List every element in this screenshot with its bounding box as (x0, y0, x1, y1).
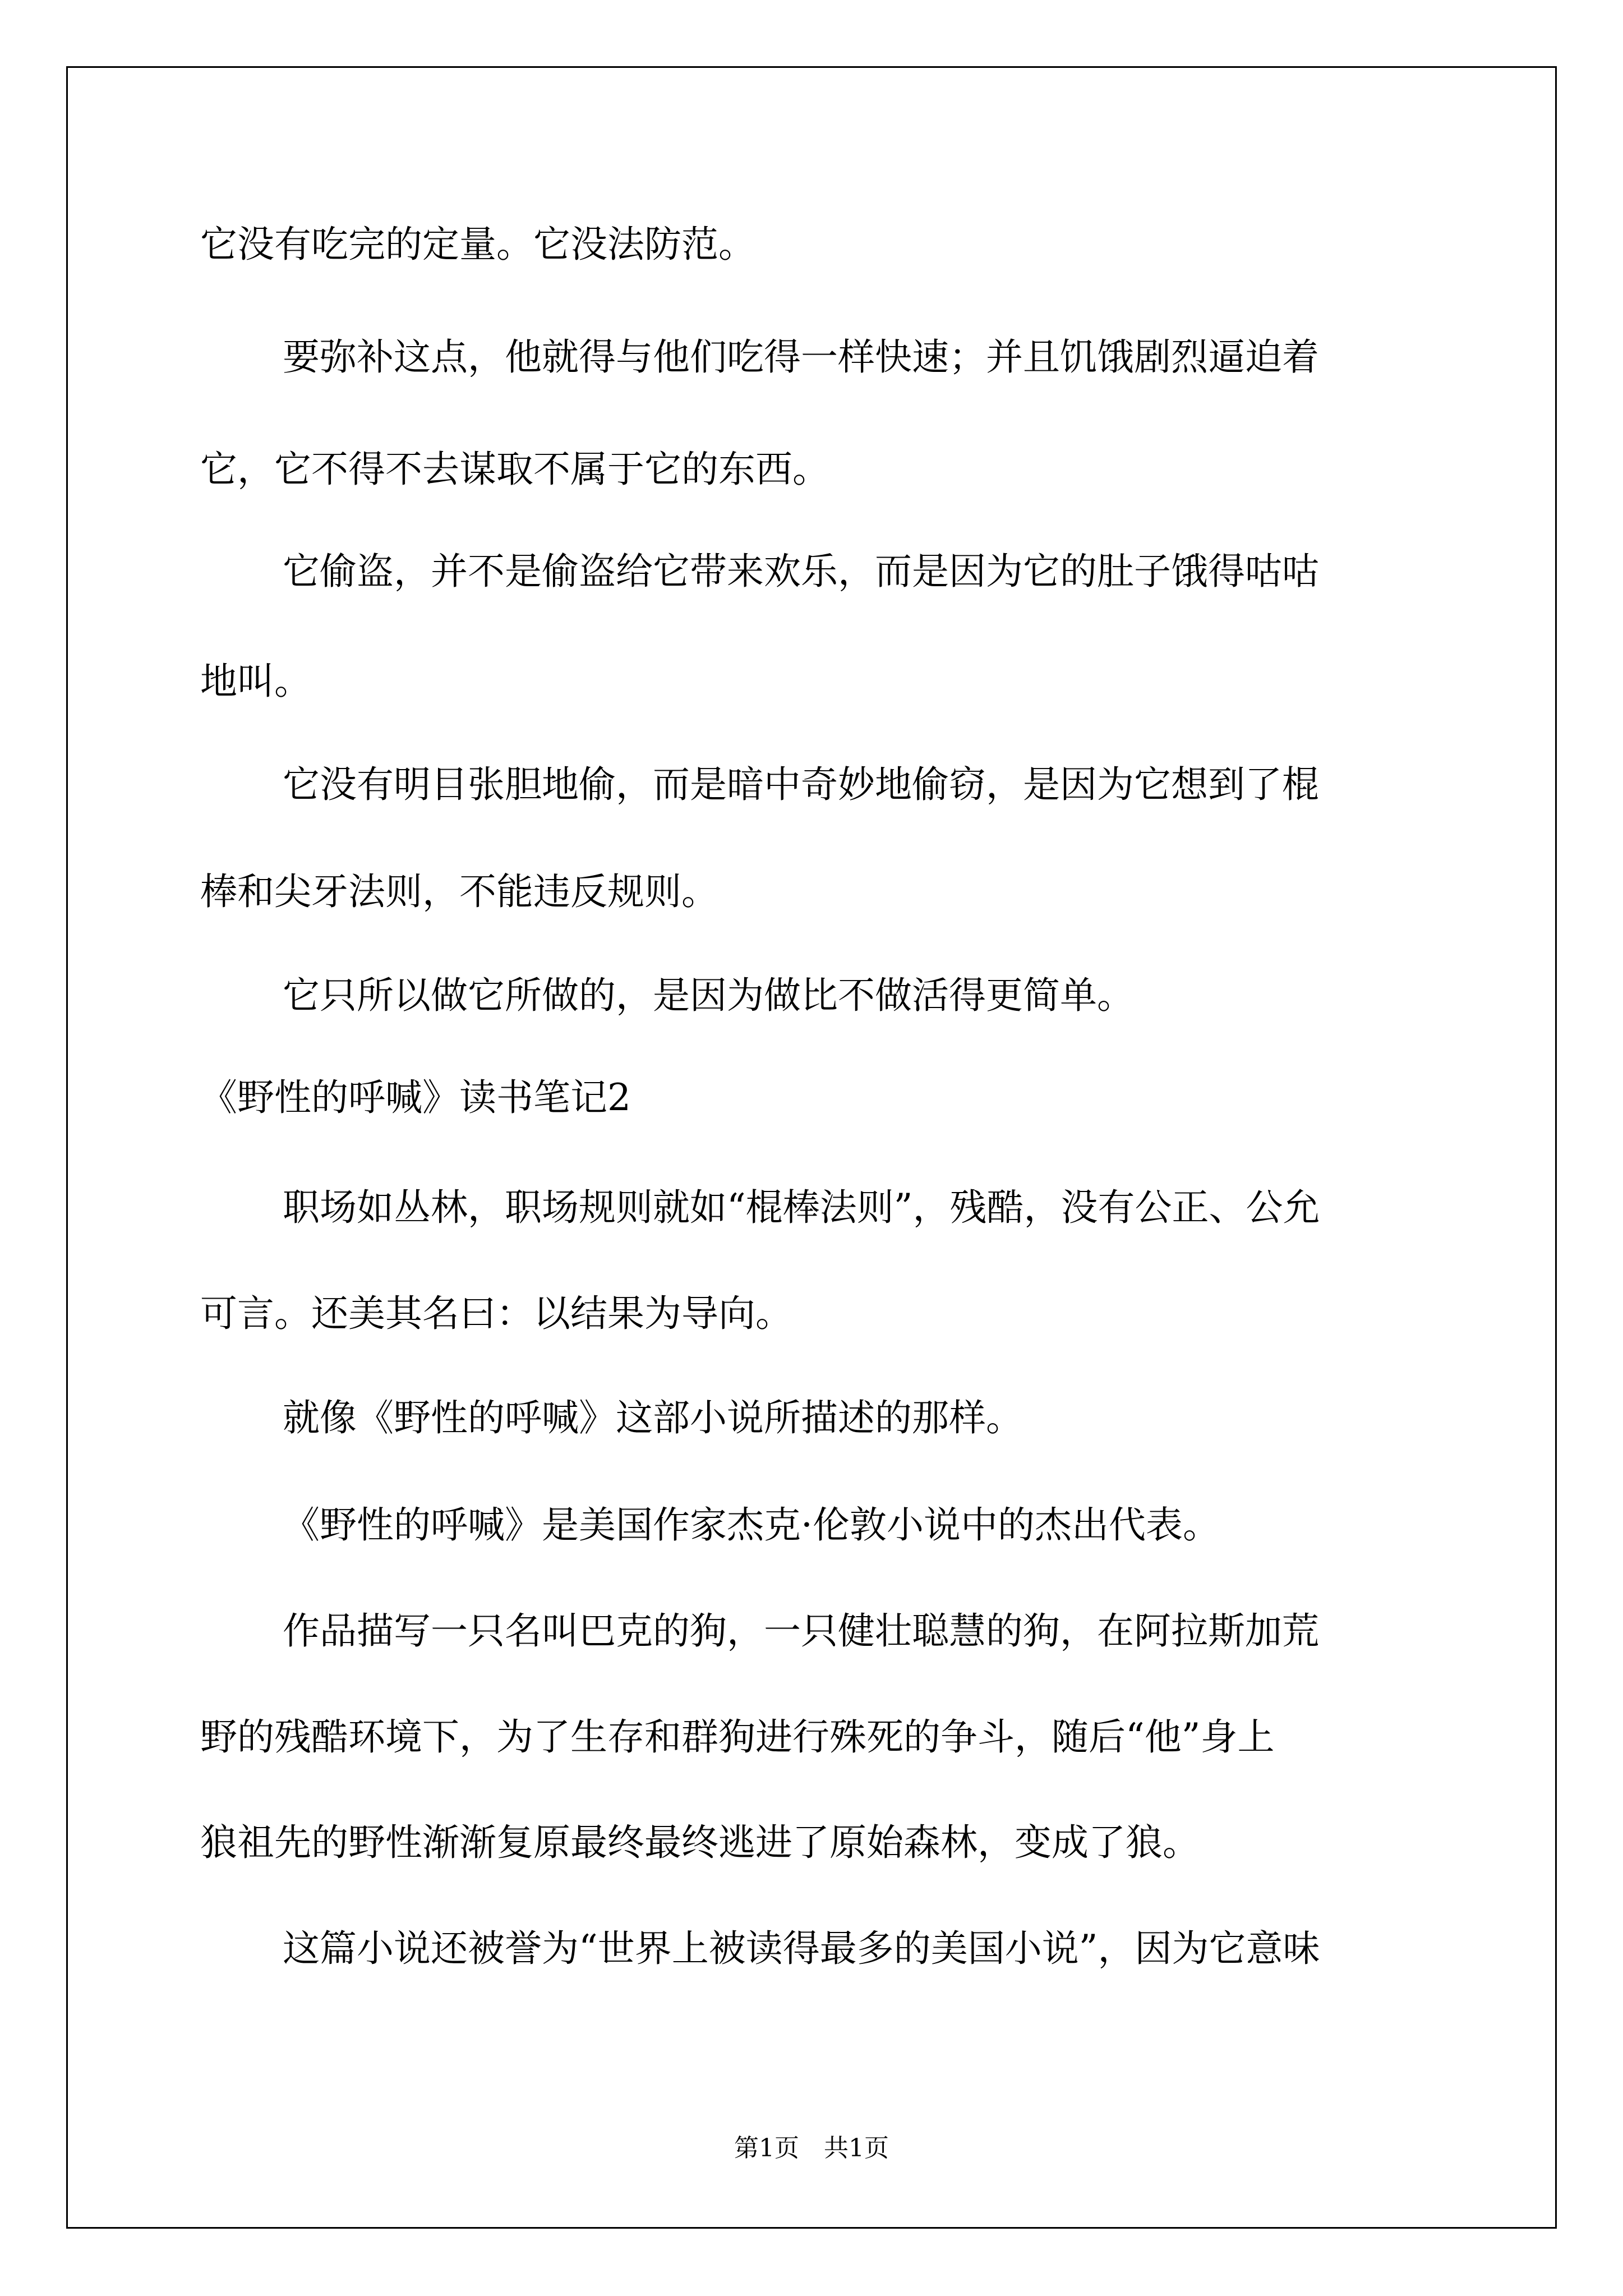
page-footer: 第1页 共1页 (734, 2134, 889, 2162)
section-heading: 《野性的呼喊》读书笔记2 (200, 1076, 631, 1119)
paragraph-start-line: 要弥补这点，他就得与他们吃得一样快速；并且饥饿剧烈逼迫着 (283, 335, 1319, 379)
paragraph-start-line: 这篇小说还被誉为“世界上被读得最多的美国小说”，因为它意味 (283, 1927, 1320, 1970)
text-line: 野的残酷环境下，为了生存和群狗进行殊死的争斗，随后“他”身上 (200, 1715, 1275, 1759)
paragraph-start-line: 它只所以做它所做的，是因为做比不做活得更简单。 (283, 974, 1134, 1017)
paragraph-start-line: 作品描写一只名叫巴克的狗，一只健壮聪慧的狗，在阿拉斯加荒 (283, 1609, 1319, 1653)
paragraph-start-line: 就像《野性的呼喊》这部小说所描述的那样。 (283, 1396, 1023, 1439)
text-line: 它，它不得不去谋取不属于它的东西。 (200, 448, 829, 491)
text-line: 地叫。 (200, 660, 311, 703)
text-line: 棒和尖牙法则，不能违反规则。 (200, 870, 718, 913)
page-border (66, 66, 1557, 2229)
text-line: 它没有吃完的定量。它没法防范。 (200, 223, 755, 266)
paragraph-start-line: 职场如丛林，职场规则就如“棍棒法则”，残酷，没有公正、公允 (283, 1186, 1320, 1229)
paragraph-start-line: 《野性的呼喊》是美国作家杰克·伦敦小说中的杰出代表。 (283, 1503, 1220, 1547)
text-line: 可言。还美其名曰：以结果为导向。 (200, 1292, 792, 1335)
text-line: 狼祖先的野性渐渐复原最终最终逃进了原始森林，变成了狼。 (200, 1821, 1200, 1864)
paragraph-start-line: 它没有明目张胆地偷，而是暗中奇妙地偷窃，是因为它想到了棍 (283, 763, 1319, 806)
paragraph-start-line: 它偷盗，并不是偷盗给它带来欢乐，而是因为它的肚子饿得咕咕 (283, 550, 1319, 593)
